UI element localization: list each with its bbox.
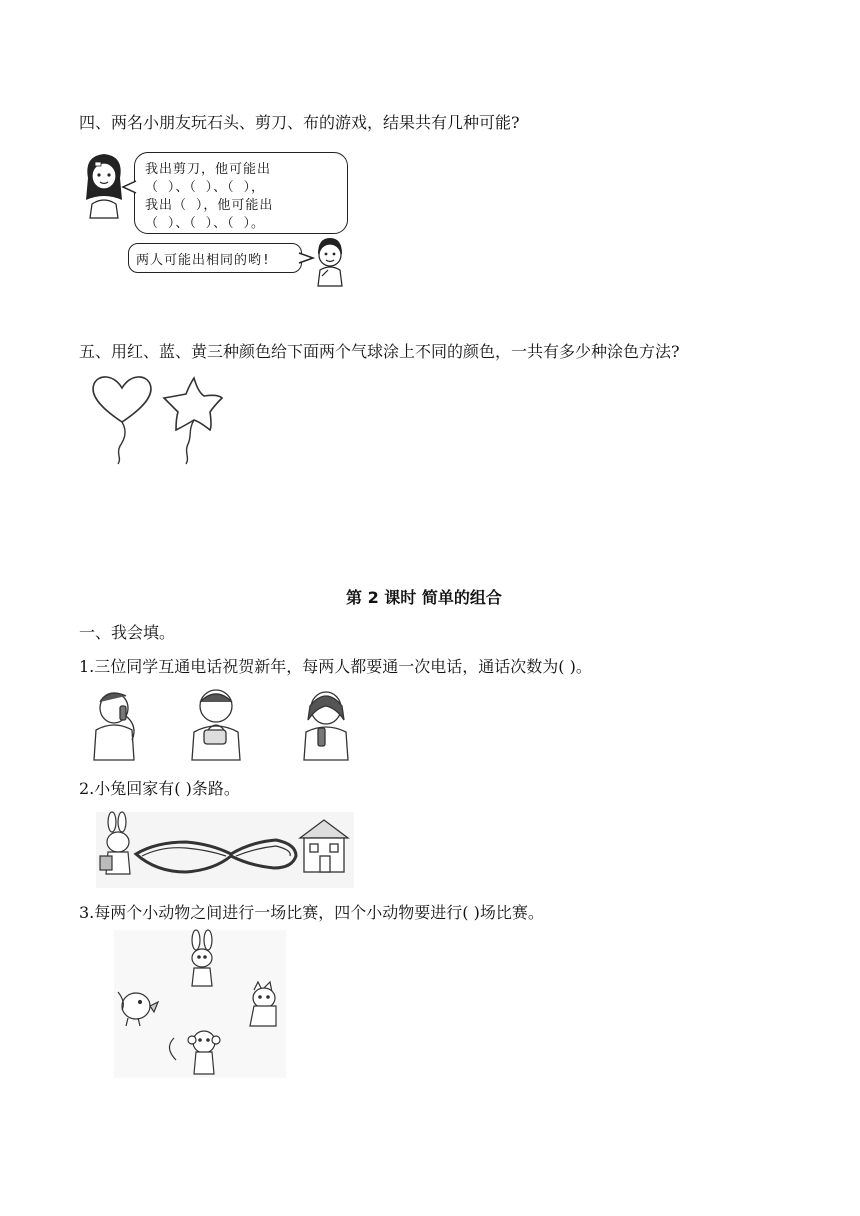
boy-illustration xyxy=(312,236,348,286)
lesson-title: 第 2 课时 简单的组合 xyxy=(346,588,502,607)
question-3: 3.每两个小动物之间进行一场比赛，四个小动物要进行( )场比赛。 xyxy=(79,903,544,922)
girl-illustration xyxy=(80,148,128,218)
question-2: 2.小兔回家有( )条路。 xyxy=(79,779,240,798)
three-children-phone-illustration xyxy=(86,686,356,762)
star-balloon xyxy=(160,372,228,468)
girl-bubble-line: 我出剪刀，他可能出 xyxy=(145,162,272,177)
part-heading: 一、我会填。 xyxy=(79,623,176,642)
question-5: 五、用红、蓝、黄三种颜色给下面两个气球涂上不同的颜色，一共有多少种涂色方法? xyxy=(79,342,680,361)
girl-bubble-line: （ ）、（ ）、（ ）。 xyxy=(145,216,265,231)
question-1: 1.三位同学互通电话祝贺新年，每两人都要通一次电话，通话次数为( )。 xyxy=(79,657,592,676)
four-animals-illustration xyxy=(114,930,286,1078)
rabbit-paths-house-illustration xyxy=(96,812,354,888)
boy-bubble-text: 两人可能出相同的哟! xyxy=(136,253,271,268)
heart-balloon xyxy=(88,372,158,468)
girl-bubble-line: （ ）、（ ）、（ ）， xyxy=(145,180,265,195)
question-4: 四、两名小朋友玩石头、剪刀、布的游戏，结果共有几种可能? xyxy=(79,113,520,132)
girl-bubble-line: 我出（ ），他可能出 xyxy=(145,198,274,213)
girl-bubble-tail xyxy=(122,180,138,194)
